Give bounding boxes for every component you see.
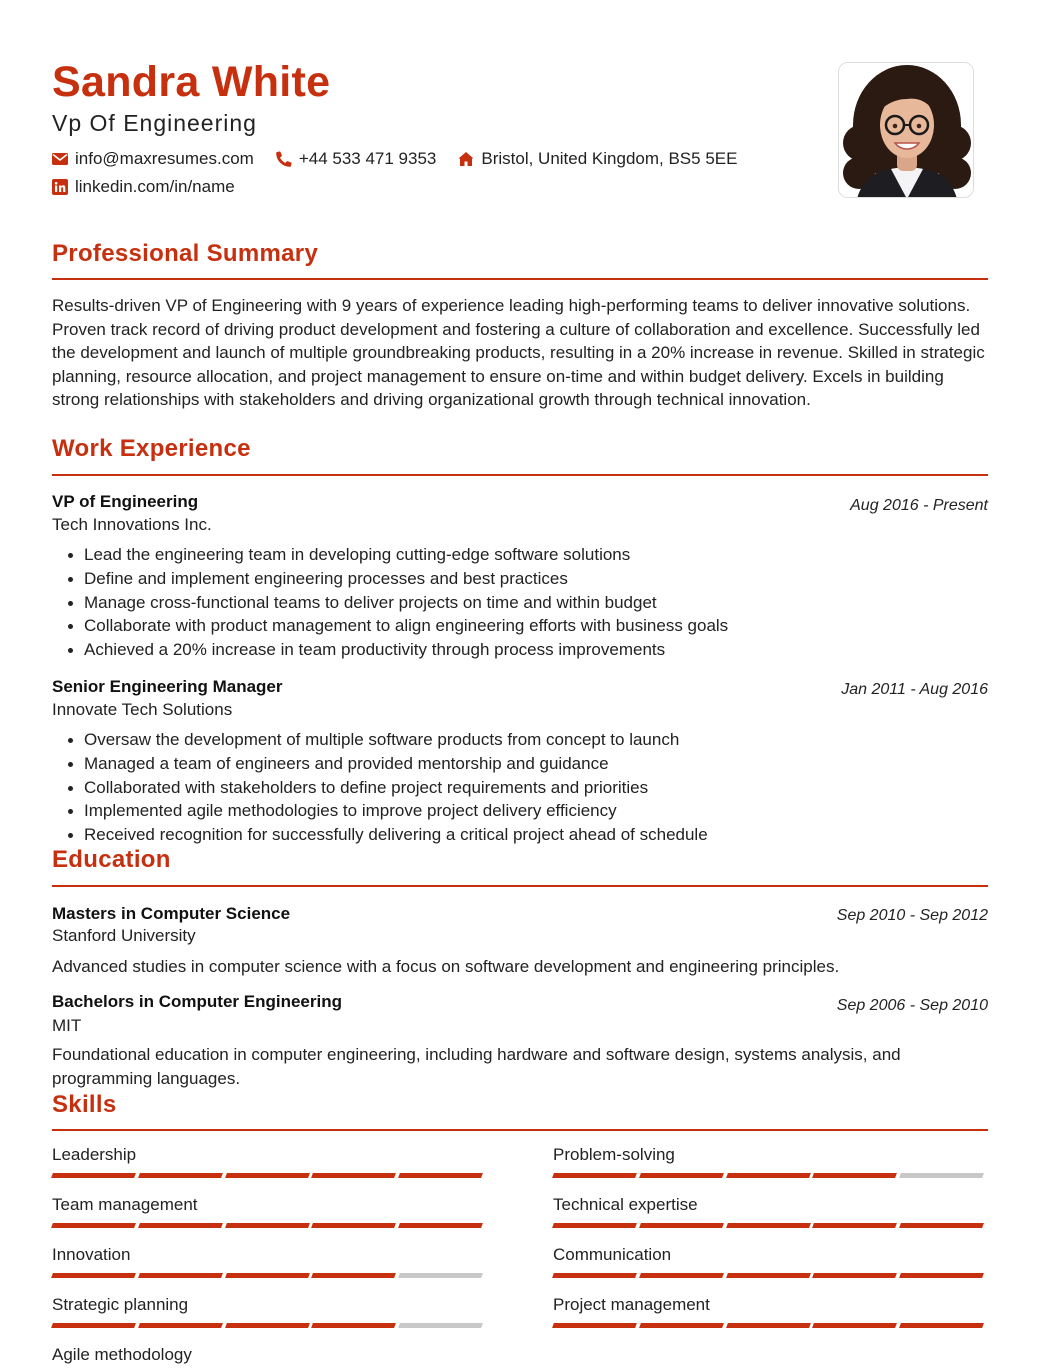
list-item: Manage cross-functional teams to deliver projects on time and within budget bbox=[66, 591, 728, 615]
skill-level-segment-filled bbox=[225, 1223, 310, 1228]
list-item: Collaborated with stakeholders to define project requirements and priorities bbox=[66, 776, 708, 800]
skill-level-segment-empty bbox=[398, 1323, 483, 1328]
skill-level-segment-filled bbox=[899, 1223, 984, 1228]
education-degree: Bachelors in Computer Engineering bbox=[52, 992, 342, 1011]
summary-section bbox=[52, 240, 988, 268]
skill-level-segment-filled bbox=[51, 1173, 136, 1178]
skill-item bbox=[52, 1245, 486, 1278]
summary-divider bbox=[52, 278, 988, 280]
skill-level-segment-filled bbox=[51, 1323, 136, 1328]
list-item: Oversaw the development of multiple software products from concept to launch bbox=[66, 728, 708, 752]
skill-level-segment-filled bbox=[639, 1173, 724, 1178]
list-item: Define and implement engineering processes and best practices bbox=[66, 567, 728, 591]
skill-level-segment-empty bbox=[899, 1173, 984, 1178]
education-degree: Masters in Computer Science bbox=[52, 904, 291, 923]
skill-name: Communication bbox=[553, 1245, 672, 1264]
contact-email[interactable] bbox=[52, 149, 254, 169]
skill-level-segment-filled bbox=[726, 1323, 811, 1328]
skill-level-bar bbox=[52, 1273, 486, 1278]
skill-level-segment-filled bbox=[812, 1273, 897, 1278]
phone-icon bbox=[276, 151, 292, 167]
education-divider bbox=[52, 885, 988, 887]
skill-item bbox=[52, 1195, 486, 1228]
education-description: Foundational education in computer engineering, including hardware and software design, systems analysis, and programming languages. bbox=[52, 1045, 901, 1088]
skill-level-segment-filled bbox=[138, 1223, 223, 1228]
skill-name: Strategic planning bbox=[52, 1295, 189, 1314]
job-dates: Aug 2016 - Present bbox=[850, 497, 988, 514]
job-bullets bbox=[66, 728, 708, 847]
experience-divider bbox=[52, 474, 988, 476]
education-heading: Education bbox=[52, 846, 171, 873]
list-item: Collaborate with product management to align engineering efforts with business goals bbox=[66, 614, 728, 638]
skill-level-bar bbox=[553, 1223, 987, 1228]
skill-level-segment-filled bbox=[726, 1173, 811, 1178]
skill-level-segment-filled bbox=[398, 1223, 483, 1228]
profile-photo-illustration bbox=[839, 63, 974, 198]
contact-location bbox=[458, 149, 737, 169]
skill-level-segment-filled bbox=[639, 1223, 724, 1228]
job-title: VP of Engineering bbox=[52, 492, 199, 511]
education-school: MIT bbox=[52, 1016, 82, 1035]
skill-level-bar bbox=[52, 1223, 486, 1228]
job-title: Senior Engineering Manager bbox=[52, 677, 283, 696]
skill-name: Technical expertise bbox=[553, 1195, 698, 1214]
skill-level-segment-filled bbox=[812, 1173, 897, 1178]
contact-phone-text: +44 533 471 9353 bbox=[298, 149, 437, 168]
job-company: Tech Innovations Inc. bbox=[52, 515, 212, 534]
skill-level-segment-filled bbox=[51, 1223, 136, 1228]
linkedin-icon bbox=[52, 179, 68, 195]
skill-item bbox=[553, 1195, 987, 1228]
skill-level-bar bbox=[52, 1323, 486, 1328]
education-dates: Sep 2006 - Sep 2010 bbox=[836, 997, 988, 1014]
skill-level-segment-filled bbox=[552, 1173, 637, 1178]
skill-level-segment-filled bbox=[225, 1173, 310, 1178]
skill-level-segment-filled bbox=[311, 1273, 396, 1278]
education-dates: Sep 2010 - Sep 2012 bbox=[836, 907, 988, 924]
job-bullets bbox=[66, 543, 728, 662]
skill-level-segment-filled bbox=[225, 1273, 310, 1278]
skill-level-segment-filled bbox=[138, 1323, 223, 1328]
summary-text: Results-driven VP of Engineering with 9 years of experience leading high-performing teams to deliver innovative solutions. Proven track record of driving product development and fostering a culture of collaboration and excellence. Successfully led the development and launch of multiple groundbreaking products, resulting in a 20% increase in revenue. Skilled in strategic planning, resource allocation, and project management to ensure on-time and within budget delivery. Excels in building strong relationships with stakeholders and driving organizational growth through technical innovation. bbox=[52, 296, 985, 409]
skill-item bbox=[52, 1145, 486, 1178]
skill-level-segment-filled bbox=[552, 1323, 637, 1328]
skill-level-segment-filled bbox=[311, 1173, 396, 1178]
list-item: Received recognition for successfully delivering a critical project ahead of schedule bbox=[66, 823, 708, 847]
skill-name: Project management bbox=[553, 1295, 710, 1314]
list-item: Implemented agile methodologies to improve project delivery efficiency bbox=[66, 799, 708, 823]
candidate-title: Vp Of Engineering bbox=[52, 110, 257, 136]
skill-level-segment-filled bbox=[398, 1173, 483, 1178]
skill-level-segment-filled bbox=[225, 1323, 310, 1328]
skill-level-bar bbox=[553, 1173, 987, 1178]
skill-item bbox=[553, 1245, 987, 1278]
contact-location-text: Bristol, United Kingdom, BS5 5EE bbox=[481, 149, 738, 168]
skill-name: Problem-solving bbox=[553, 1145, 675, 1164]
skill-level-bar bbox=[553, 1273, 987, 1278]
skill-level-segment-filled bbox=[311, 1323, 396, 1328]
education-school: Stanford University bbox=[52, 926, 196, 945]
skill-level-segment-filled bbox=[51, 1273, 136, 1278]
skill-level-segment-filled bbox=[812, 1323, 897, 1328]
skills-heading: Skills bbox=[52, 1091, 117, 1118]
education-section bbox=[52, 846, 988, 874]
skill-level-bar bbox=[52, 1173, 486, 1178]
list-item: Achieved a 20% increase in team productivity through process improvements bbox=[66, 638, 728, 662]
education-description: Advanced studies in computer science with a focus on software development and engineering principles. bbox=[52, 957, 840, 976]
skills-divider bbox=[52, 1129, 988, 1131]
job-company: Innovate Tech Solutions bbox=[52, 700, 233, 719]
profile-photo bbox=[838, 62, 974, 198]
home-icon bbox=[458, 151, 474, 167]
contact-email-text: info@maxresumes.com bbox=[75, 149, 254, 168]
skill-level-segment-filled bbox=[311, 1223, 396, 1228]
skill-level-segment-filled bbox=[812, 1223, 897, 1228]
contact-linkedin[interactable] bbox=[52, 177, 235, 197]
skill-level-segment-filled bbox=[899, 1273, 984, 1278]
skill-level-segment-filled bbox=[899, 1323, 984, 1328]
job-dates: Jan 2011 - Aug 2016 bbox=[841, 681, 988, 698]
skill-name: Innovation bbox=[52, 1245, 131, 1264]
skill-item bbox=[52, 1345, 486, 1372]
skill-level-segment-filled bbox=[552, 1223, 637, 1228]
contact-row-secondary bbox=[52, 177, 257, 197]
skill-name: Team management bbox=[52, 1195, 198, 1214]
skill-level-segment-filled bbox=[639, 1273, 724, 1278]
envelope-icon bbox=[52, 151, 68, 167]
skill-level-bar bbox=[553, 1323, 987, 1328]
list-item: Lead the engineering team in developing cutting-edge software solutions bbox=[66, 543, 728, 567]
contact-phone[interactable] bbox=[276, 149, 437, 169]
contact-linkedin-text: linkedin.com/in/name bbox=[75, 177, 235, 196]
skill-item bbox=[52, 1295, 486, 1328]
skill-item bbox=[553, 1295, 987, 1328]
experience-section bbox=[52, 435, 988, 463]
summary-heading: Professional Summary bbox=[52, 240, 319, 267]
skill-level-segment-filled bbox=[639, 1323, 724, 1328]
skill-level-segment-filled bbox=[138, 1273, 223, 1278]
skill-level-segment-empty bbox=[398, 1273, 483, 1278]
contact-row-primary bbox=[52, 149, 759, 169]
experience-heading: Work Experience bbox=[52, 435, 251, 462]
skill-name: Leadership bbox=[52, 1145, 137, 1164]
candidate-name: Sandra White bbox=[52, 58, 331, 106]
skill-level-segment-filled bbox=[726, 1223, 811, 1228]
skill-level-segment-filled bbox=[726, 1273, 811, 1278]
list-item: Managed a team of engineers and provided mentorship and guidance bbox=[66, 752, 708, 776]
skill-name: Agile methodology bbox=[52, 1345, 192, 1364]
skill-item bbox=[553, 1145, 987, 1178]
skills-section bbox=[52, 1091, 988, 1119]
skill-level-segment-filled bbox=[552, 1273, 637, 1278]
skill-level-segment-filled bbox=[138, 1173, 223, 1178]
